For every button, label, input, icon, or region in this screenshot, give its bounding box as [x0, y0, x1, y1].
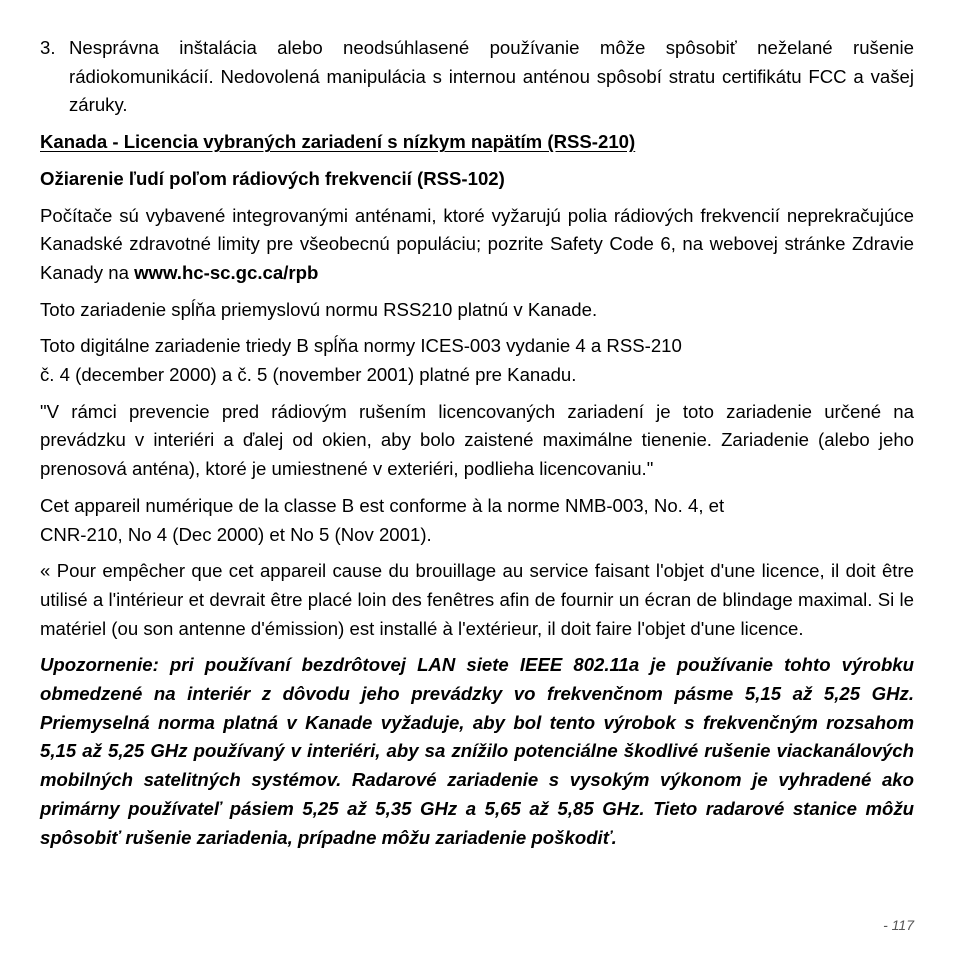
paragraph-rf-exposure: [40, 202, 914, 288]
heading-canada-licence: [40, 128, 914, 157]
list-item-number: 3.: [40, 37, 56, 58]
rf-exposure-text: Počítače sú vybavené integrovanými anténami, ktoré vyžarujú polia rádiových frekvencií neprekračujúce Kanadské zdravotné limity pre všeobecnú populáciu; pozrite Safety Code 6, na webovej stránke Zdravie Kanady na: [40, 204, 914, 283]
paragraph-warning: Upozornenie: pri používaní bezdrôtovej LAN siete IEEE 802.11a je používanie tohto výrobku obmedzené na interiér z dôvodu jeho prevádzky vo frekvenčnom pásme 5,15 až 5,25 GHz. Priemyselná norma platná v Kanade vyžaduje, aby bol tento výrobok s frekvenčným rozsahom 5,15 až 5,25 GHz používaný v interiéri, aby sa znížilo potenciálne škodlivé rušenie viackanálových mobilných satelitných systémov. Radarové zariadenie s vysokým výkonom je vyhradené ako primárny používateľ pásiem 5,25 až 5,35 GHz a 5,65 až 5,85 GHz. Tieto radarové stanice môžu spôsobiť rušenie zariadenia, prípadne môžu zariadenie poškodiť.: [40, 654, 914, 848]
paragraph-quote-slovak: "V rámci prevencie pred rádiovým rušením licencovaných zariadení je toto zariadenie určené na prevádzku v interiéri a ďalej od okien, aby bolo zaistené maximálne tienenie. Zariadenie (alebo jeho prenosová anténa), ktoré je umiestnené v exteriéri, podlieha licencovaniu.": [40, 400, 914, 480]
list-item-text: Nesprávna inštalácia alebo neodsúhlasené používanie môže spôsobiť neželané rušenie rádiokomunikácií. Nedovolená manipulácia s internou anténou spôsobí stratu certifikátu FCC a vašej záruky.: [69, 37, 914, 116]
paragraph-french-class-b: [40, 492, 914, 549]
paragraph-rss210: Toto zariadenie spĺňa priemyslovú normu RSS210 platnú v Kanade.: [40, 298, 598, 320]
list-item-3: [40, 34, 914, 120]
page-number: - 117: [883, 917, 914, 933]
paragraph-quote-french: « Pour empêcher que cet appareil cause du brouillage au service faisant l'objet d'une licence, il doit être utilisé a l'intérieur et devrait être placé loin des fenêtres afin de fournir un écran de blindage maximal. Si le matériel (ou son antenne d'émission) est installé à l'extérieur, il doit faire l'objet d'une licence.: [40, 560, 914, 639]
heading-rf-exposure: Ožiarenie ľudí poľom rádiových frekvencií (RSS-102): [40, 167, 505, 189]
digital-device-line-1: Toto digitálne zariadenie triedy B spĺňa normy ICES-003 vydanie 4 a RSS-210: [40, 335, 682, 357]
digital-device-line-2: č. 4 (december 2000) a č. 5 (november 2001) platné pre Kanadu.: [40, 364, 577, 386]
paragraph-digital-device: [40, 332, 914, 389]
health-canada-url: www.hc-sc.gc.ca/rpb: [134, 261, 319, 283]
french-class-b-line-1: Cet appareil numérique de la classe B est conforme à la norme NMB-003, No. 4, et: [40, 494, 725, 516]
heading-canada-text: Kanada - Licencia vybraných zariadení s nízkym napätím (RSS-210): [40, 131, 636, 153]
french-class-b-line-2: CNR-210, No 4 (Dec 2000) et No 5 (Nov 2001).: [40, 523, 432, 545]
document-page: [40, 34, 914, 860]
